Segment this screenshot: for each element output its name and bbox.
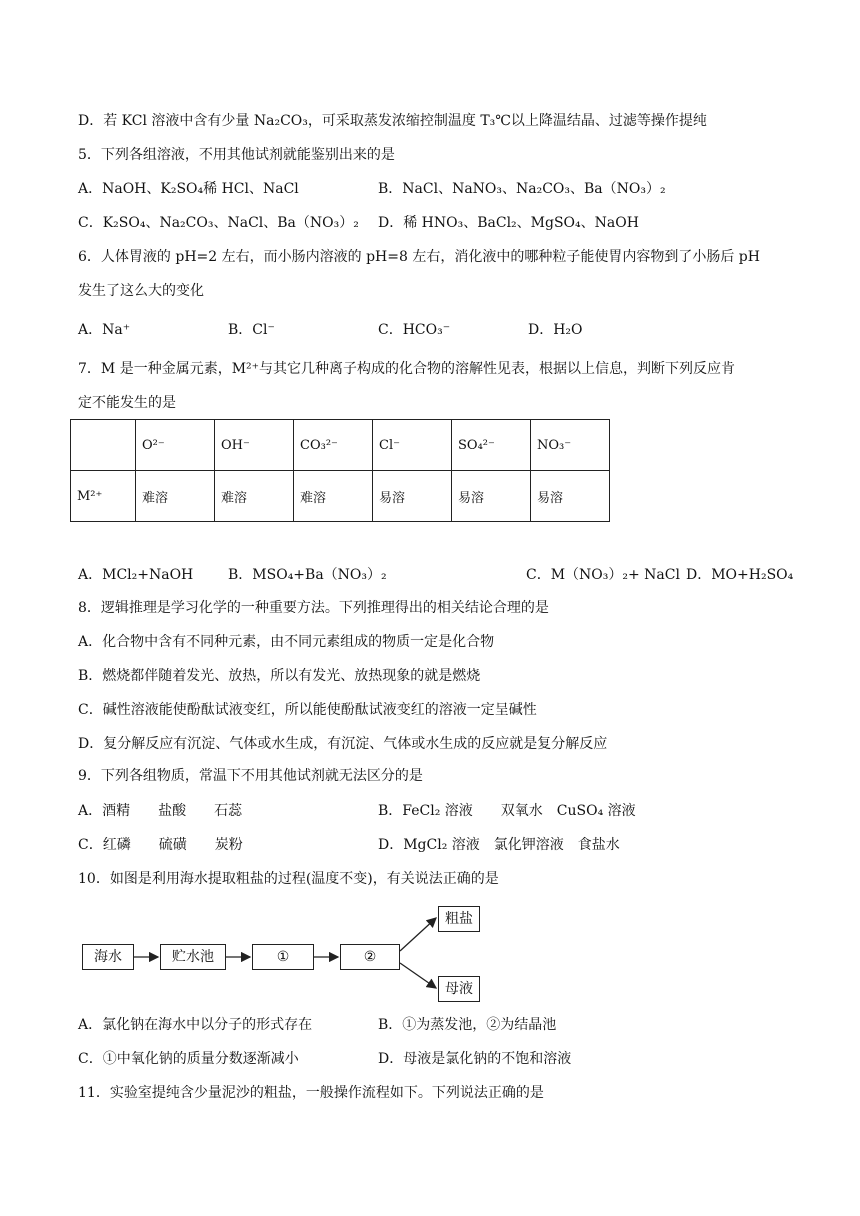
q8-option-b: B．燃烧都伴随着发光、放热，所以有发光、放热现象的就是燃烧 [78, 668, 481, 684]
q6-option-d: D．H₂O [528, 322, 583, 338]
table-cell: 易溶 [452, 471, 531, 522]
table-cell: OH⁻ [215, 420, 294, 471]
flow-reservoir: 贮水池 [160, 944, 226, 970]
table-header-row [71, 420, 610, 471]
q8-option-a: A．化合物中含有不同种元素，由不同元素组成的物质一定是化合物 [78, 634, 495, 650]
flow-step-1: ① [252, 944, 314, 970]
q7-option-a: A．MCl₂+NaOH [78, 567, 194, 583]
q4-option-d-label: D． [78, 113, 104, 129]
q7-stem-line2: 定不能发生的是 [78, 395, 176, 411]
table-cell: NO₃⁻ [531, 420, 610, 471]
table-cell: 难溶 [215, 471, 294, 522]
table-cell [71, 420, 136, 471]
table-cell: M²⁺ [71, 471, 136, 522]
solubility-table [70, 419, 610, 522]
q7-stem-line1: 7．M 是一种金属元素，M²⁺与其它几种离子构成的化合物的溶解性见表，根据以上信息，判断下列反应肯 [78, 361, 736, 377]
q7-option-b: B．MSO₄+Ba（NO₃）₂ [228, 567, 387, 583]
table-cell: 难溶 [294, 471, 373, 522]
q5-option-c: C．K₂SO₄、Na₂CO₃、NaCl、Ba（NO₃）₂ [78, 215, 359, 231]
q9-option-d: D．MgCl₂ 溶液 氯化钾溶液 食盐水 [378, 837, 620, 853]
q9-option-c: C．红磷 硫磺 炭粉 [78, 837, 243, 853]
q6-option-a: A．Na⁺ [78, 322, 131, 338]
q5-stem: 5．下列各组溶液，不用其他试剂就能鉴别出来的是 [78, 147, 395, 163]
q10-option-a: A．氯化钠在海水中以分子的形式存在 [78, 1017, 313, 1033]
q6-stem-line1: 6．人体胃液的 pH=2 左右，而小肠内溶液的 pH=8 左右，消化液中的哪种粒子能使胃内容物到了小肠后 pH [78, 249, 760, 265]
q9-option-b: B．FeCl₂ 溶液 双氧水 CuSO₄ 溶液 [378, 803, 636, 819]
q7-option-c: C．M（NO₃）₂+ NaCl [526, 567, 680, 583]
table-cell: O²⁻ [136, 420, 215, 471]
q6-stem-line2: 发生了这么大的变化 [78, 283, 204, 299]
q6-option-b: B．Cl⁻ [228, 322, 275, 338]
q10-option-b: B．①为蒸发池，②为结晶池 [378, 1017, 557, 1033]
q10-option-c: C．①中氧化钠的质量分数逐渐减小 [78, 1051, 299, 1067]
table-cell: 难溶 [136, 471, 215, 522]
q10-stem: 10．如图是利用海水提取粗盐的过程(温度不变)，有关说法正确的是 [78, 871, 499, 887]
q8-option-c: C．碱性溶液能使酚酞试液变红，所以能使酚酞试液变红的溶液一定呈碱性 [78, 702, 537, 718]
table-row [71, 471, 610, 522]
q4-option-d [78, 111, 707, 131]
q5-option-d: D．稀 HNO₃、BaCl₂、MgSO₄、NaOH [378, 215, 639, 231]
table-cell: Cl⁻ [373, 420, 452, 471]
flow-crude-salt: 粗盐 [438, 906, 480, 932]
table-cell: CO₃²⁻ [294, 420, 373, 471]
q8-option-d: D．复分解反应有沉淀、气体或水生成，有沉淀、气体或水生成的反应就是复分解反应 [78, 736, 608, 752]
q5-option-b: B．NaCl、NaNO₃、Na₂CO₃、Ba（NO₃）₂ [378, 181, 666, 197]
q9-option-a: A．酒精 盐酸 石蕊 [78, 803, 243, 819]
q5-option-a: A．NaOH、K₂SO₄稀 HCl、NaCl [78, 181, 299, 197]
salt-extraction-flowchart [78, 896, 498, 1008]
q9-stem: 9．下列各组物质，常温下不用其他试剂就无法区分的是 [78, 768, 423, 784]
q10-option-d: D．母液是氯化钠的不饱和溶液 [378, 1051, 572, 1067]
q11-stem: 11．实验室提纯含少量泥沙的粗盐，一般操作流程如下。下列说法正确的是 [78, 1085, 544, 1101]
table-cell: 易溶 [531, 471, 610, 522]
table-cell: SO₄²⁻ [452, 420, 531, 471]
q6-option-c: C．HCO₃⁻ [378, 322, 451, 338]
q8-stem: 8．逻辑推理是学习化学的一种重要方法。下列推理得出的相关结论合理的是 [78, 600, 549, 616]
flow-mother-liquor: 母液 [438, 976, 480, 1002]
table-cell: 易溶 [373, 471, 452, 522]
flow-seawater: 海水 [82, 944, 134, 970]
q4-option-d-text: 若 KCl 溶液中含有少量 Na₂CO₃，可采取蒸发浓缩控制温度 T₃℃以上降温结晶、过滤等操作提纯 [103, 113, 707, 129]
flow-step-2: ② [340, 944, 400, 970]
q7-option-d: D．MO+H₂SO₄ [686, 567, 794, 583]
